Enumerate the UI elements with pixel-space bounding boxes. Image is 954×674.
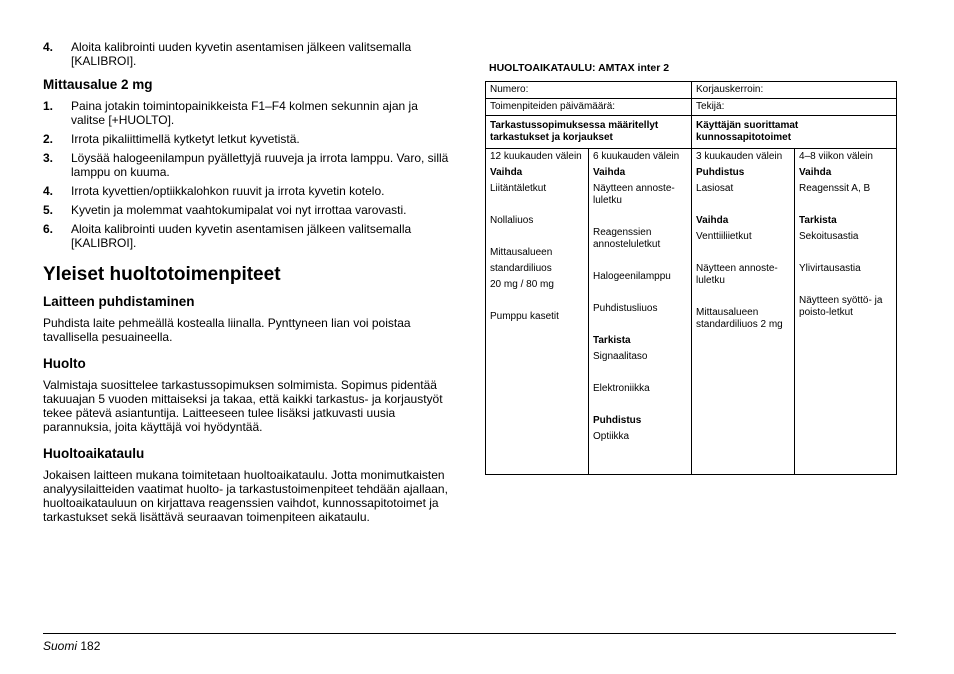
page-footer: [43, 639, 100, 653]
step-item: 3. Löysää halogeenilampun pyällettyjä ruuveja ja irrota lamppu. Varo, sillä lamppu on kuuma.: [43, 151, 449, 179]
correction-factor-field: Korjauskerroin:: [692, 82, 897, 99]
maintenance-schedule: [485, 62, 896, 475]
table-row: [486, 149, 897, 475]
step-item: 1. Paina jotakin toimintopainikkeista F1–F4 kolmen sekunnin ajan ja valitse [+HUOLTO].: [43, 99, 418, 127]
performer-field: Tekijä:: [692, 99, 897, 116]
contract-header: Tarkastussopimuksessa määritellyt tarkastukset ja korjaukset: [486, 116, 692, 149]
step-item: 2. Irrota pikaliittimellä kytketyt letkut kyvetistä.: [43, 132, 300, 146]
number-field: Numero:: [486, 82, 692, 99]
step-item: 4. Irrota kyvettien/optiikkalohkon ruuvit ja irrota kyvetin kotelo.: [43, 184, 385, 198]
service-heading: Huolto: [43, 356, 86, 371]
col-12-months: 12 kuukauden välein Vaihda Liitäntäletkut Nollaliuos Mittausalueen standardiliuos 20 mg / 80 mg Pumppu kasetit: [486, 149, 589, 475]
cleaning-heading: Laitteen puhdistaminen: [43, 294, 195, 309]
table-title: HUOLTOAIKATAULU: AMTAX inter 2: [489, 62, 670, 74]
table-row: [486, 99, 897, 116]
footer-rule: [43, 633, 896, 634]
step-item: 6. Aloita kalibrointi uuden kyvetin asentamisen jälkeen valitsemalla [KALIBROI].: [43, 222, 412, 250]
page-number: 182: [80, 639, 101, 653]
col-6-months: 6 kuukauden välein Vaihda Näytteen annoste-luletku Reagenssien annosteluletkut Halogeenilamppu Puhdistusliuos Tarkista Signaalitaso Elektroniikka Puhdistus Optiikka: [589, 149, 692, 475]
table-row: [486, 82, 897, 99]
schedule-text: Jokaisen laitteen mukana toimitetaan huoltoaikataulu. Jotta monimutkaisten analyysilaitteiden vaatimat huolto- ja tarkastustoimenpiteet tehdään ajallaan, huoltoaikatauluun on kirjattava reagenssien vaihdot, kunnossapitotoimet ja tarkastukset sekä lisättävä seuraavan toimenpiteen aikataulu.: [43, 468, 448, 524]
step-4-calibrate: 4. Aloita kalibrointi uuden kyvetin asentamisen jälkeen valitsemalla [KALIBROI].: [43, 40, 412, 68]
left-column: [43, 40, 453, 536]
table-row: [486, 116, 897, 149]
step-item: 5. Kyvetin ja molemmat vaahtokumipalat voi nyt irrottaa varovasti.: [43, 203, 407, 217]
schedule-heading: Huoltoaikataulu: [43, 446, 145, 461]
main-heading: Yleiset huoltotoimenpiteet: [43, 264, 281, 285]
cleaning-text: Puhdista laite pehmeällä kostealla liinalla. Pynttyneen lian voi poistaa tavallisella pesuaineella.: [43, 316, 411, 344]
col-3-months: 3 kuukauden välein Puhdistus Lasiosat Vaihda Venttiiliietkut Näytteen annoste-luletku Mittausalueen standardiliuos 2 mg: [692, 149, 795, 475]
schedule-table: [485, 81, 897, 475]
footer-language: Suomi: [43, 639, 78, 653]
user-header: Käyttäjän suorittamat kunnossapitotoimet: [692, 116, 897, 149]
measuring-range-heading: Mittausalue 2 mg: [43, 77, 153, 92]
service-text: Valmistaja suosittelee tarkastussopimuksen solmimista. Sopimus pidentää takuuajan 5 vuoden mittaiseksi ja takaa, että kaikki tarkastus- ja korjaustyöt tekee pätevä asiantuntija. Laitteeseen tulee lisäksi jatkuvasti uusia parannuksia, joita käyttäjä voi hyödyntää.: [43, 378, 443, 434]
col-4-8-weeks: 4–8 viikon välein Vaihda Reagenssit A, B Tarkista Sekoitusastia Ylivirtausastia Näytteen syöttö- ja poisto-letkut: [795, 149, 897, 475]
date-field: Toimenpiteiden päivämäärä:: [486, 99, 692, 116]
